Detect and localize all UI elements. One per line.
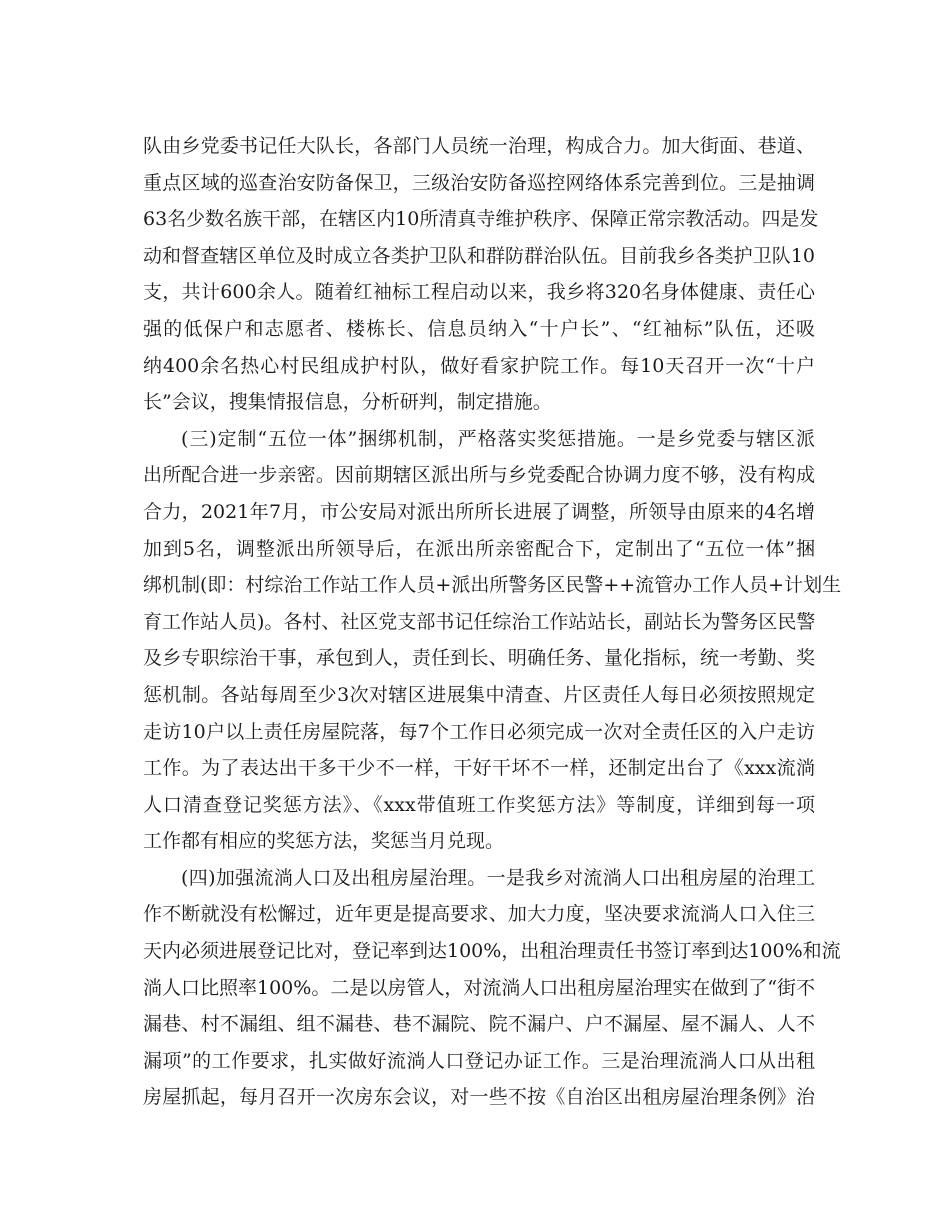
text-line: 惩机制。各站每周至少3次对辖区进展集中清查、片区责任人每日必须按照规定 bbox=[143, 683, 815, 706]
text-line: 工作都有相应的奖惩方法，奖惩当月兑现。 bbox=[143, 830, 505, 853]
text-line: 天内必须进展登记比对，登记率到达100%，出租治理责任书签订率到达100%和流 bbox=[143, 940, 841, 963]
text-line: 强的低保户和志愿者、楼栋长、信息员纳入“十户长”、“红袖标”队伍，还吸 bbox=[143, 317, 815, 340]
text-line: 作不断就没有松懈过，近年更是提高要求、加大力度，坚决要求流淌人口入住三 bbox=[143, 903, 815, 926]
text-line: 加到5名，调整派出所领导后，在派出所亲密配合下，定制出了“五位一体”捆 bbox=[143, 537, 815, 560]
text-line: 育工作站人员)。各村、社区党支部书记任综治工作站站长，副站长为警务区民警 bbox=[143, 610, 816, 633]
text-line: 淌人口比照率100%。二是以房管人，对流淌人口出租房屋治理实在做到了“街不 bbox=[143, 976, 816, 999]
text-line: (四)加强流淌人口及出租房屋治理。一是我乡对流淌人口出租房屋的治理工 bbox=[181, 866, 815, 889]
text-line: 合力，2021年7月，市公安局对派出所所长进展了调整，所领导由原来的4名增 bbox=[143, 500, 815, 523]
document-body bbox=[143, 128, 842, 1116]
text-line: 及乡专职综治干事，承包到人，责任到长、明确任务、量化指标，统一考勤、奖 bbox=[143, 647, 815, 670]
text-line: 队由乡党委书记任大队长，各部门人员统一治理，构成合力。加大街面、巷道、 bbox=[143, 135, 815, 157]
text-line: 人口清查登记奖惩方法》、《xxx带值班工作奖惩方法》等制度，详细到每一项 bbox=[143, 793, 815, 816]
text-line: 走访10户以上责任房屋院落，每7个工作日必须完成一次对全责任区的入户走访 bbox=[143, 720, 815, 743]
text-line: 重点区域的巡查治安防备保卫，三级治安防备巡控网络体系完善到位。三是抽调 bbox=[143, 171, 815, 194]
text-line: 63名少数名族干部，在辖区内10所清真寺维护秩序、保障正常宗教活动。四是发 bbox=[143, 208, 819, 231]
text-line: 工作。为了表达出干多干少不一样，干好干坏不一样，还制定出台了《xxx流淌 bbox=[143, 757, 815, 780]
text-line: 支，共计600余人。随着红袖标工程启动以来，我乡将320名身体健康、责任心 bbox=[143, 281, 815, 304]
text-line: (三)定制“五位一体”捆绑机制，严格落实奖惩措施。一是乡党委与辖区派 bbox=[181, 427, 815, 450]
text-line: 房屋抓起，每月召开一次房东会议，对一些不按《自治区出租房屋治理条例》治 bbox=[143, 1086, 815, 1109]
text-line: 出所配合进一步亲密。因前期辖区派出所与乡党委配合协调力度不够，没有构成 bbox=[143, 464, 815, 487]
text-line: 漏巷、村不漏组、组不漏巷、巷不漏院、院不漏户、户不漏屋、屋不漏人、人不 bbox=[143, 1013, 815, 1036]
text-line: 漏项”的工作要求，扎实做好流淌人口登记办证工作。三是治理流淌人口从出租 bbox=[143, 1049, 815, 1072]
text-line: 纳400余名热心村民组成护村队，做好看家护院工作。每10天召开一次“十户 bbox=[143, 354, 815, 377]
text-line: 绑机制(即：村综治工作站工作人员+派出所警务区民警++流管办工作人员+计划生 bbox=[143, 574, 842, 597]
text-line: 动和督查辖区单位及时成立各类护卫队和群防群治队伍。目前我乡各类护卫队10 bbox=[143, 244, 815, 267]
text-line: 长”会议，搜集情报信息，分析研判，制定措施。 bbox=[143, 391, 552, 414]
